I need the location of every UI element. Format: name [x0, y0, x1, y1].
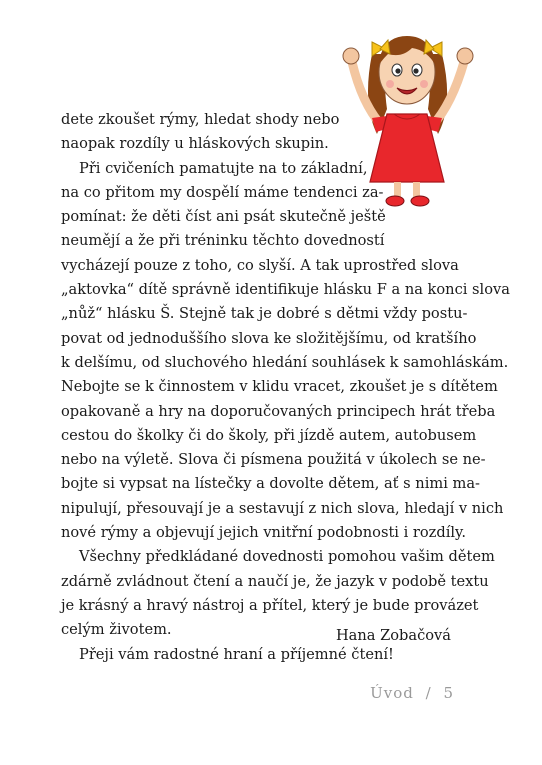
text-line: k delšímu, od sluchového hledání souhlásek k samohláskám.	[61, 353, 509, 371]
text-line: Nebojte se k činnostem v klidu vracet, zkoušet je s dítětem	[61, 378, 498, 396]
paragraph-1	[61, 108, 453, 157]
body-text	[61, 108, 510, 667]
text-line: Při cvičeních pamatujte na to základní,	[79, 159, 368, 177]
text-line: naopak rozdíly u hláskových skupin.	[61, 135, 329, 153]
paragraph-2	[61, 157, 510, 546]
text-line: na co přitom my dospělí máme tendenci za-	[61, 183, 384, 201]
text-line: zdárně zvládnout čtení a naučí je, že jazyk v podobě textu	[61, 572, 489, 590]
text-line: pomínat: že děti číst ani psát skutečně ještě	[61, 208, 386, 226]
text-line: opakovaně a hry na doporučovaných principech hrát třeba	[61, 402, 496, 420]
text-line: nové rýmy a objevují jejich vnitřní podobnosti i rozdíly.	[61, 524, 466, 542]
text-line: bojte si vypsat na lístečky a dovolte dětem, ať s nimi ma-	[61, 475, 480, 493]
text-line: nebo na výletě. Slova či písmena použitá v úkolech se ne-	[61, 451, 486, 469]
text-line: neumějí a že při tréninku těchto dovedností	[61, 232, 385, 250]
footer-separator: /	[425, 684, 432, 702]
text-line: povat od jednoduššího slova ke složitějšímu, od kratšího	[61, 329, 477, 347]
text-line: „aktovka“ dítě správně identifikuje hlásku F a na konci slova	[61, 281, 510, 299]
text-line: celým životem.	[61, 621, 172, 639]
text-line: Všechny předkládané dovednosti pomohou vašim dětem	[79, 548, 495, 566]
text-line: „nůž“ hlásku Š. Stejně tak je dobré s dětmi vždy postu-	[61, 305, 468, 323]
text-line: dete zkoušet rýmy, hledat shody nebo	[61, 111, 340, 128]
text-line: nipulují, přesouvají je a sestavují z nich slova, hledají v nich	[61, 499, 504, 517]
text-line: vycházejí pouze z toho, co slyší. A tak uprostřed slova	[61, 256, 459, 274]
text-line: cestou do školky či do školy, při jízdě autem, autobusem	[61, 426, 477, 444]
page-footer	[370, 684, 454, 702]
text-line: je krásný a hravý nástroj a přítel, který je bude provázet	[61, 596, 479, 614]
section-name: Úvod	[370, 684, 414, 702]
page-number: 5	[443, 684, 454, 702]
text-line: Přeji vám radostné hraní a příjemné čtení!	[79, 645, 394, 663]
author-signature: Hana Zobačová	[335, 627, 451, 644]
